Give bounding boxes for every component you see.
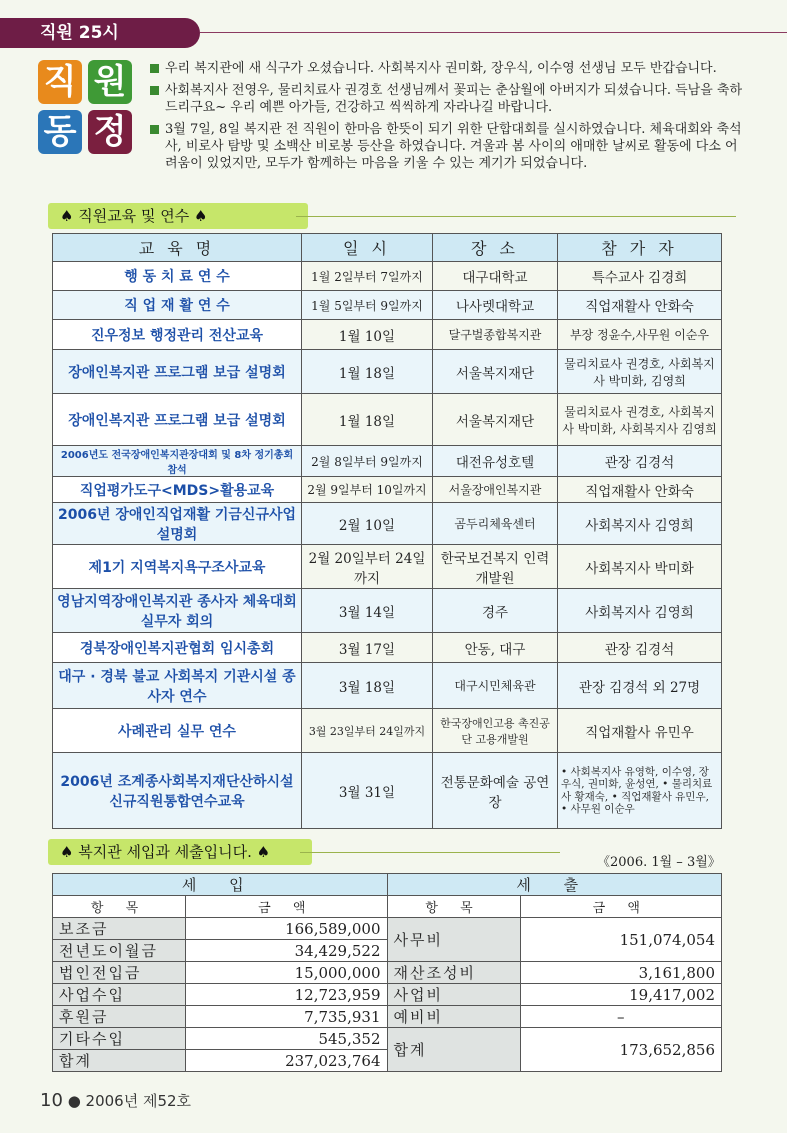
course-place: 나사렛대학교 xyxy=(433,291,558,320)
course-date: 2월 8일부터 9일까지 xyxy=(302,446,433,477)
expense-total-amount: 173,652,856 xyxy=(520,1028,722,1072)
course-place: 안동, 대구 xyxy=(433,633,558,663)
income-total-label: 합계 xyxy=(53,1050,186,1072)
course-date: 3월 17일 xyxy=(302,633,433,663)
expense-amount: 19,417,002 xyxy=(520,984,722,1006)
news-text: 사회복지사 전영우, 물리치료사 권경호 선생님께서 꽃피는 춘삼월에 아버지가 되셨습니다. 득남을 축하드리구요~ 우리 예쁜 아가들, 건강하고 씩씩하게 자라나길 바랍니다. xyxy=(165,83,743,115)
course-name: 직업평가도구<MDS>활용교육 xyxy=(53,477,302,503)
course-place: 경주 xyxy=(433,589,558,633)
finance-period: 《2006. 1월 – 3월》 xyxy=(597,855,721,870)
course-place: 달구벌종합복지관 xyxy=(433,320,558,350)
table-row xyxy=(53,477,722,503)
course-participants: 관장 김경석 xyxy=(558,446,722,477)
course-name: 대구 · 경북 불교 사회복지 기관시설 종사자 연수 xyxy=(53,663,302,709)
header-place: 장 소 xyxy=(433,234,558,262)
course-participants: 직업재활사 유민우 xyxy=(558,709,722,753)
table-row xyxy=(53,1028,722,1050)
divider xyxy=(300,852,560,853)
finance-table xyxy=(52,873,722,1072)
bullet-square-icon xyxy=(150,64,159,73)
news-item xyxy=(150,82,745,116)
course-place: 한국보건복지 인력개발원 xyxy=(433,545,558,589)
course-name: 직 업 재 활 연 수 xyxy=(53,291,302,320)
expense-item: 사무비 xyxy=(387,918,520,962)
course-name: 2006년 조계종사회복지재단산하시설 신규직원통합연수교육 xyxy=(53,753,302,829)
divider xyxy=(200,32,787,33)
page-footer xyxy=(40,1090,191,1111)
income-item: 사업수입 xyxy=(53,984,186,1006)
course-participants: 사회복지사 김영희 xyxy=(558,589,722,633)
page-number: 10 xyxy=(40,1090,63,1111)
course-participants: • 사회복지사 유영학, 이수영, 장우식, 권미화, 윤성연, • 물리치료사 황재숙, • 직업재활사 유민우, • 사무원 이순우 xyxy=(558,753,722,829)
course-place: 서울장애인복지관 xyxy=(433,477,558,503)
course-participants: 물리치료사 권경호, 사회복지사 박미화, 김영희 xyxy=(558,350,722,394)
issue-label: ● 2006년 제52호 xyxy=(67,1092,192,1110)
education-section-title: ♠ 직원교육 및 연수 ♠ xyxy=(48,203,308,229)
course-date: 3월 14일 xyxy=(302,589,433,633)
course-participants: 직업재활사 안화숙 xyxy=(558,291,722,320)
course-date: 1월 5일부터 9일까지 xyxy=(302,291,433,320)
expense-total-label: 합계 xyxy=(387,1028,520,1072)
income-col-amount: 금 액 xyxy=(186,896,388,918)
course-participants: 사회복지사 김영희 xyxy=(558,503,722,545)
table-row xyxy=(53,918,722,940)
bullet-square-icon xyxy=(150,125,159,134)
header-course: 교 육 명 xyxy=(53,234,302,262)
course-date: 2월 9일부터 10일까지 xyxy=(302,477,433,503)
course-date: 3월 23일부터 24일까지 xyxy=(302,709,433,753)
table-row xyxy=(53,962,722,984)
income-total-amount: 237,023,764 xyxy=(186,1050,388,1072)
course-name: 사례관리 실무 연수 xyxy=(53,709,302,753)
news-item xyxy=(150,60,745,77)
income-amount: 166,589,000 xyxy=(186,918,388,940)
table-row xyxy=(53,545,722,589)
course-place: 대구대학교 xyxy=(433,262,558,291)
expense-amount: 151,074,054 xyxy=(520,918,722,962)
news-item xyxy=(150,121,745,172)
course-name: 영남지역장애인복지관 종사자 체육대회 실무자 회의 xyxy=(53,589,302,633)
course-place: 곰두리체육센터 xyxy=(433,503,558,545)
expense-header: 세 출 xyxy=(387,874,722,896)
course-date: 3월 18일 xyxy=(302,663,433,709)
income-item: 후원금 xyxy=(53,1006,186,1028)
course-place: 서울복지재단 xyxy=(433,350,558,394)
table-row xyxy=(53,709,722,753)
income-item: 법인전입금 xyxy=(53,962,186,984)
table-row xyxy=(53,446,722,477)
course-name: 2006년 장애인직업재활 기금신규사업 설명회 xyxy=(53,503,302,545)
table-row xyxy=(53,663,722,709)
course-participants: 직업재활사 안화숙 xyxy=(558,477,722,503)
table-row xyxy=(53,350,722,394)
divider xyxy=(296,216,736,217)
table-row xyxy=(53,633,722,663)
finance-section-title: ♠ 복지관 세입과 세출입니다. ♠ xyxy=(48,839,312,865)
staff-news xyxy=(150,60,745,177)
bullet-square-icon xyxy=(150,86,159,95)
course-place: 서울복지재단 xyxy=(433,394,558,446)
table-header-row xyxy=(53,874,722,896)
course-place: 전통문화예술 공연장 xyxy=(433,753,558,829)
expense-amount: – xyxy=(520,1006,722,1028)
course-participants: 관장 김경석 외 27명 xyxy=(558,663,722,709)
course-name: 2006년도 전국장애인복지관장대회 및 8차 정기총회 참석 xyxy=(53,446,302,477)
course-name: 진우정보 행정관리 전산교육 xyxy=(53,320,302,350)
income-amount: 34,429,522 xyxy=(186,940,388,962)
course-date: 2월 10일 xyxy=(302,503,433,545)
table-header-row xyxy=(53,234,722,262)
table-row xyxy=(53,291,722,320)
news-text: 3월 7일, 8일 복지관 전 직원이 한마음 한뜻이 되기 위한 단합대회를 실시하였습니다. 체육대회와 축석사, 비로사 탐방 및 소백산 비로봉 등산을 하였습니다. 겨울과 봄 사이의 애매한 날씨로 활동에 다소 어려움이 있었지만, 모두가 함께하는 마음을 키울 수 있는 계기가 되었습니다. xyxy=(165,122,742,171)
course-place: 한국장애인고용 촉진공단 고용개발원 xyxy=(433,709,558,753)
course-name: 행 동 치 료 연 수 xyxy=(53,262,302,291)
header-date: 일 시 xyxy=(302,234,433,262)
header-participants: 참 가 자 xyxy=(558,234,722,262)
table-row xyxy=(53,589,722,633)
table-row xyxy=(53,394,722,446)
income-item: 보조금 xyxy=(53,918,186,940)
course-name: 장애인복지관 프로그램 보급 설명회 xyxy=(53,394,302,446)
course-participants: 특수교사 김경희 xyxy=(558,262,722,291)
badge-char-2: 원 xyxy=(88,60,132,104)
expense-amount: 3,161,800 xyxy=(520,962,722,984)
income-header: 세 입 xyxy=(53,874,388,896)
section-title: 직원 25시 xyxy=(0,18,200,48)
news-text: 우리 복지관에 새 식구가 오셨습니다. 사회복지사 권미화, 장우식, 이수영 선생님 모두 반갑습니다. xyxy=(165,61,717,76)
expense-col-amount: 금 액 xyxy=(520,896,722,918)
course-name: 장애인복지관 프로그램 보급 설명회 xyxy=(53,350,302,394)
course-participants: 관장 김경석 xyxy=(558,633,722,663)
badge-char-3: 동 xyxy=(38,110,82,154)
course-participants: 사회복지사 박미화 xyxy=(558,545,722,589)
income-amount: 12,723,959 xyxy=(186,984,388,1006)
table-row xyxy=(53,1006,722,1028)
course-date: 1월 2일부터 7일까지 xyxy=(302,262,433,291)
course-date: 1월 18일 xyxy=(302,350,433,394)
table-row xyxy=(53,984,722,1006)
badge-char-1: 직 xyxy=(38,60,82,104)
table-subheader-row xyxy=(53,896,722,918)
course-name: 경북장애인복지관협회 임시총회 xyxy=(53,633,302,663)
course-date: 1월 10일 xyxy=(302,320,433,350)
table-row xyxy=(53,320,722,350)
badge-char-4: 정 xyxy=(88,110,132,154)
course-participants: 물리치료사 권경호, 사회복지사 박미화, 사회복지사 김영희 xyxy=(558,394,722,446)
education-table xyxy=(52,233,722,829)
table-row xyxy=(53,503,722,545)
course-participants: 부장 정윤수,사무원 이순우 xyxy=(558,320,722,350)
table-row xyxy=(53,262,722,291)
expense-item: 사업비 xyxy=(387,984,520,1006)
expense-item: 재산조성비 xyxy=(387,962,520,984)
income-col-item: 항 목 xyxy=(53,896,186,918)
course-date: 3월 31일 xyxy=(302,753,433,829)
course-date: 1월 18일 xyxy=(302,394,433,446)
course-name: 제1기 지역복지욕구조사교육 xyxy=(53,545,302,589)
income-amount: 7,735,931 xyxy=(186,1006,388,1028)
course-date: 2월 20일부터 24일까지 xyxy=(302,545,433,589)
course-place: 대구시민체육관 xyxy=(433,663,558,709)
expense-item: 예비비 xyxy=(387,1006,520,1028)
table-row xyxy=(53,753,722,829)
income-item: 전년도이월금 xyxy=(53,940,186,962)
income-item: 기타수입 xyxy=(53,1028,186,1050)
income-amount: 15,000,000 xyxy=(186,962,388,984)
income-amount: 545,352 xyxy=(186,1028,388,1050)
expense-col-item: 항 목 xyxy=(387,896,520,918)
course-place: 대전유성호텔 xyxy=(433,446,558,477)
